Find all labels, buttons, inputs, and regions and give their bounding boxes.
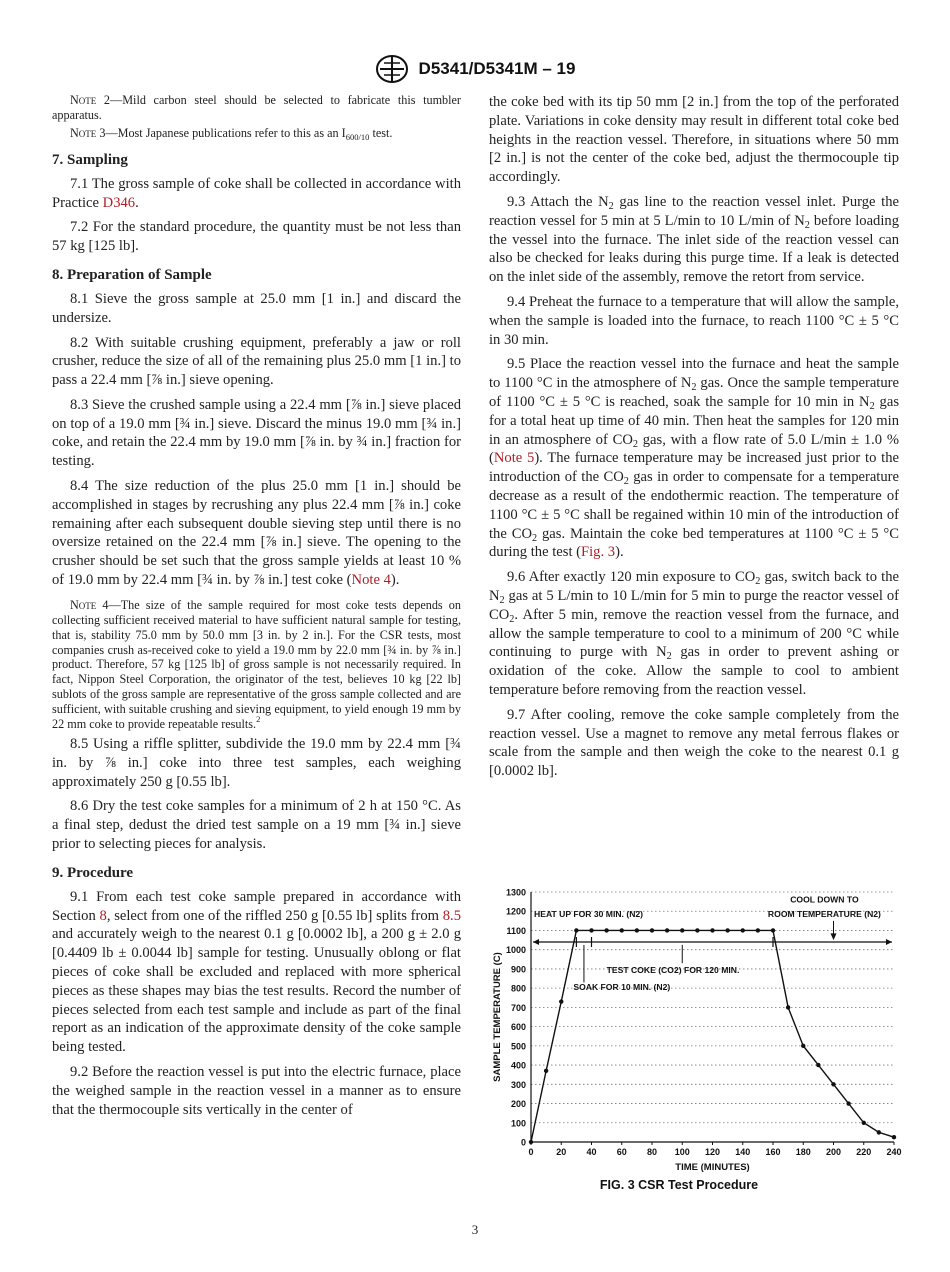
paragraph-9-5: 9.5 Place the reaction vessel into the furnace and heat the sample to 1100 °C in the atmosphere of $N_2$ gas. Once the sample temperature of 1100 °C ± 5 °C is reached, soak the sample for 10 min in $N_2$ gas for a total heat up time of 40 min. Then heat the samples for 120 min in an atmosphere of $CO_2$ gas, with a flow rate of 5.0 L/min ± 1.0 % (Note 5). The furnace temperature may be increased just prior to the introduction of the $CO_2$ gas in order to compensate for a temperature decrease as a result of the endothermic reaction. The temperature of 1100 °C ± 5 °C shall be regained within 10 min of the introduction of the $CO_2$ gas. Maintain the coke bed temperatures at 1100 °C ± 5 °C during the test (Fig. 3). bbox=[489, 356, 900, 561]
y-tick-label: 400 bbox=[510, 1060, 526, 1071]
paragraph-9-3: 9.3 Attach the $N_2$ gas line to the reaction vessel inlet. Purge the reaction vessel for 5 min at 5 L/min to 10 L/min of $N_2$ before loading the vessel into the furnace. The inlet side of the reaction vessel can also be checked for leaks during this purge time. If a leak is detected on the inlet side of the assembly, remove the retort from service. bbox=[489, 193, 899, 286]
paragraph-7-1: 7.1 The gross sample of coke shall be collected in accordance with Practice D346. bbox=[52, 175, 461, 211]
y-tick-label: 500 bbox=[510, 1041, 526, 1052]
paragraph-9-1: 9.1 From each test coke sample prepared in accordance with Section 8, select from one of the riffled 250 g [0.55 lb] splits from 8.5 and accurately weigh to the nearest 0.1 g [0.0002 lb], a 200 g ± 2.0 g [0.4409 lb ± 0.0044 lb] sample for testing. Unusually oblong or flat pieces of coke shall be excluded and replaced with more spherical pieces as these shapes may bias the test results. Record the number of pieces selected from each test sample and include as part of the final report as an indication of the approximate density of the coke sample being tested. bbox=[52, 888, 461, 1056]
data-point bbox=[816, 1063, 820, 1067]
annotation-soak: SOAK FOR 10 MIN. (N2) bbox=[573, 982, 671, 993]
link-note-5[interactable]: Note 5 bbox=[493, 450, 535, 467]
note-2: Note 2—Mild carbon steel should be selected to fabricate this tumbler apparatus. bbox=[52, 93, 461, 122]
astm-logo-icon bbox=[375, 54, 409, 84]
x-tick-label: 200 bbox=[825, 1147, 842, 1157]
data-point bbox=[620, 928, 624, 932]
data-point bbox=[725, 928, 729, 932]
y-tick-label: 700 bbox=[510, 1002, 526, 1013]
paragraph-8-1: 8.1 Sieve the gross sample at 25.0 mm [1 in.] and discard the undersize. bbox=[52, 290, 461, 326]
data-point bbox=[665, 928, 669, 932]
y-tick-label: 100 bbox=[510, 1118, 526, 1129]
data-point bbox=[604, 928, 608, 932]
x-tick-label: 160 bbox=[765, 1147, 781, 1157]
annotation-cool-down: COOL DOWN TO bbox=[790, 894, 859, 905]
y-tick-label: 600 bbox=[510, 1022, 526, 1033]
x-tick-label: 180 bbox=[795, 1147, 811, 1157]
paragraph-9-7: 9.7 After cooling, remove the coke sample completely from the reaction vessel. Use a magnet to remove any metal ferrous flakes or scale from the sample and then weigh the coke to the nearest 0.1 g [0.0002 lb]. bbox=[489, 706, 899, 780]
data-point bbox=[771, 928, 775, 932]
document-designation: D5341/D5341M – 19 bbox=[418, 59, 576, 78]
y-tick-label: 800 bbox=[510, 983, 526, 994]
y-axis-label: SAMPLE TEMPERATURE (C) bbox=[492, 952, 503, 1082]
page-header bbox=[0, 54, 950, 84]
note-3: Note 3—Most Japanese publications refer to this as an $I_{600/10}$ test. bbox=[70, 125, 393, 142]
data-point bbox=[529, 1140, 533, 1144]
paragraph-8-2: 8.2 With suitable crushing equipment, preferably a jaw or roll crusher, reduce the size of all of the remaining plus 25.0 mm [1 in.] to pass a 22.4 mm [⅞ in.] sieve opening. bbox=[52, 334, 461, 389]
paragraph-9-4: 9.4 Preheat the furnace to a temperature that will allow the sample, when the sample is loaded into the furnace, to reach 1100 °C ± 5 °C in 30 min. bbox=[489, 293, 899, 348]
link-d346[interactable]: D346 bbox=[102, 194, 136, 211]
data-point bbox=[801, 1044, 805, 1048]
y-tick-label: 300 bbox=[510, 1079, 526, 1090]
paragraph-9-6: 9.6 After exactly 120 min exposure to $CO_2$ gas, switch back to the $N_2$ gas at 5 L/min to 10 L/min for 5 min to purge the reactor vessel of $CO_2$. After 5 min, remove the reaction vessel from the furnace, and allow the sample temperature to cool to a minimum of 200 °C while continuing to purge with $N_2$ gas in order to prevent ashing or oxidation of the coke. Allow the sample to cool to ambient temperature before removing from the reaction vessel. bbox=[489, 569, 899, 698]
x-tick-label: 80 bbox=[646, 1147, 658, 1157]
x-tick-label: 60 bbox=[616, 1147, 627, 1157]
annotation-heat-up: HEAT UP FOR 30 MIN. (N2) bbox=[534, 909, 644, 919]
x-tick-label: 120 bbox=[704, 1147, 721, 1157]
paragraph-8-5: 8.5 Using a riffle splitter, subdivide the 19.0 mm by 22.4 mm [¾ in. by ⅞ in.] coke into three test samples, each weighing approximately 250 g [0.55 lb]. bbox=[52, 736, 461, 790]
x-tick-label: 220 bbox=[856, 1147, 872, 1157]
data-point bbox=[741, 928, 745, 932]
y-tick-label: 1200 bbox=[505, 906, 526, 917]
arrow-head bbox=[886, 939, 892, 945]
data-point bbox=[786, 1005, 790, 1009]
paragraph-9-2-continued: the coke bed with its tip 50 mm [2 in.] from the top of the perforated plate. Variations in coke density may result in different total coke bed heights in the reaction vessel. Therefore, in situations where 50 mm [2 in.] is not the center of the coke bed, adjust the thermocouple tip accordingly. bbox=[489, 94, 899, 186]
temperature-series-line bbox=[531, 930, 894, 1142]
link-fig-3[interactable]: Fig. 3 bbox=[581, 544, 616, 561]
paragraph-8-6: 8.6 Dry the test coke samples for a minimum of 2 h at 150 °C. As a final step, dedust the dried test sample on a 19 mm [¾ in.] sieve prior to selecting pieces for analysis. bbox=[52, 798, 461, 852]
left-column bbox=[52, 93, 461, 1125]
data-point bbox=[862, 1121, 866, 1125]
data-point bbox=[695, 928, 699, 932]
data-point bbox=[635, 928, 639, 932]
x-tick-label: 0 bbox=[528, 1147, 534, 1157]
section-8-heading: 8. Preparation of Sample bbox=[52, 266, 212, 283]
data-point bbox=[831, 1082, 835, 1086]
x-tick-label: 100 bbox=[674, 1147, 690, 1157]
link-note-4[interactable]: Note 4 bbox=[351, 572, 391, 589]
y-tick-label: 900 bbox=[510, 964, 526, 975]
x-tick-label: 240 bbox=[886, 1147, 902, 1157]
data-point bbox=[559, 999, 563, 1003]
arrow-head bbox=[831, 933, 837, 940]
data-point bbox=[710, 928, 714, 932]
data-point bbox=[589, 928, 593, 932]
section-7-heading: 7. Sampling bbox=[52, 151, 128, 168]
x-axis-label: TIME (MINUTES) bbox=[675, 1162, 750, 1173]
data-point bbox=[574, 928, 578, 932]
link-8-5[interactable]: 8.5 bbox=[442, 907, 461, 924]
annotation-cool-down-2: ROOM TEMPERATURE (N2) bbox=[767, 909, 881, 919]
link-section-8[interactable]: 8 bbox=[99, 907, 107, 924]
right-column bbox=[489, 93, 899, 787]
y-tick-label: 200 bbox=[510, 1099, 526, 1110]
note-4: Note 4—The size of the sample required for most coke tests depends on collecting sufficient received material to have sufficient natural sample for testing, that is, stability 75.0 mm by 50.0 mm [3 in. by 2 in.]. For the CSR tests, most companies crush as-received coke to yield a 19.0 mm by 22.0 mm [¾ in. by ⅞ in.] product. Therefore, 57 kg [125 lb] of gross sample is not necessarily required. In fact, Nippon Steel Corporation, the originator of the test, believes 10 kg [22 lb] sublots of the gross sample are representative of the gross sample collected and are sufficient, with suitable crushing and sieving equipment, to yield enough 19 mm by 22 mm coke to provide repeatable results.$^2$ bbox=[52, 597, 461, 732]
data-point bbox=[650, 928, 654, 932]
data-point bbox=[544, 1069, 548, 1073]
data-point bbox=[877, 1130, 881, 1134]
paragraph-8-4: 8.4 The size reduction of the plus 25.0 mm [1 in.] should be accomplished in stages by recrushing any plus 22.4 mm [⅞ in.] coke remaining after each subsequent double sieving step until there is no oversize retained on the 22.4 mm [⅞ in.] sieve. The opening to the crusher should be set such that the gross sample yields at least 10 % of 19.0 mm by 22.4 mm [¾ in. by ⅞ in.] test coke (Note 4). bbox=[52, 478, 461, 589]
annotation-test-coke: TEST COKE (CO2) FOR 120 MIN. bbox=[606, 964, 740, 975]
data-point bbox=[892, 1135, 896, 1139]
page-number: 3 bbox=[471, 1222, 479, 1237]
y-tick-label: 1100 bbox=[506, 925, 526, 936]
x-tick-label: 20 bbox=[556, 1147, 567, 1157]
paragraph-8-3: 8.3 Sieve the crushed sample using a 22.4 mm [⅞ in.] sieve placed on top of a 19.0 mm [¾ in.] sieve. Discard the minus 19.0 mm [¾ in.] coke, and retain the 22.4 mm by 19.0 mm [⅞ in. by ¾ in.] fraction for testing. bbox=[52, 396, 461, 470]
figure-caption: FIG. 3 CSR Test Procedure bbox=[599, 1178, 759, 1192]
y-tick-label: 1000 bbox=[505, 945, 526, 956]
y-tick-label: 0 bbox=[520, 1137, 526, 1148]
data-point bbox=[756, 928, 760, 932]
x-tick-label: 40 bbox=[586, 1147, 597, 1157]
paragraph-7-2: 7.2 For the standard procedure, the quantity must be not less than 57 kg [125 lb]. bbox=[52, 219, 461, 255]
y-tick-label: 1300 bbox=[505, 887, 526, 898]
x-tick-label: 140 bbox=[735, 1147, 751, 1157]
data-point bbox=[846, 1101, 850, 1105]
figure-3-chart bbox=[489, 884, 909, 1196]
section-9-heading: 9. Procedure bbox=[52, 864, 134, 881]
paragraph-9-2: 9.2 Before the reaction vessel is put into the electric furnace, place the weighed sample in the reaction vessel in a manner as to ensure that the thermocouple sits vertically in the center of bbox=[52, 1063, 461, 1118]
data-point bbox=[680, 928, 684, 932]
csr-temperature-chart bbox=[489, 884, 909, 1176]
